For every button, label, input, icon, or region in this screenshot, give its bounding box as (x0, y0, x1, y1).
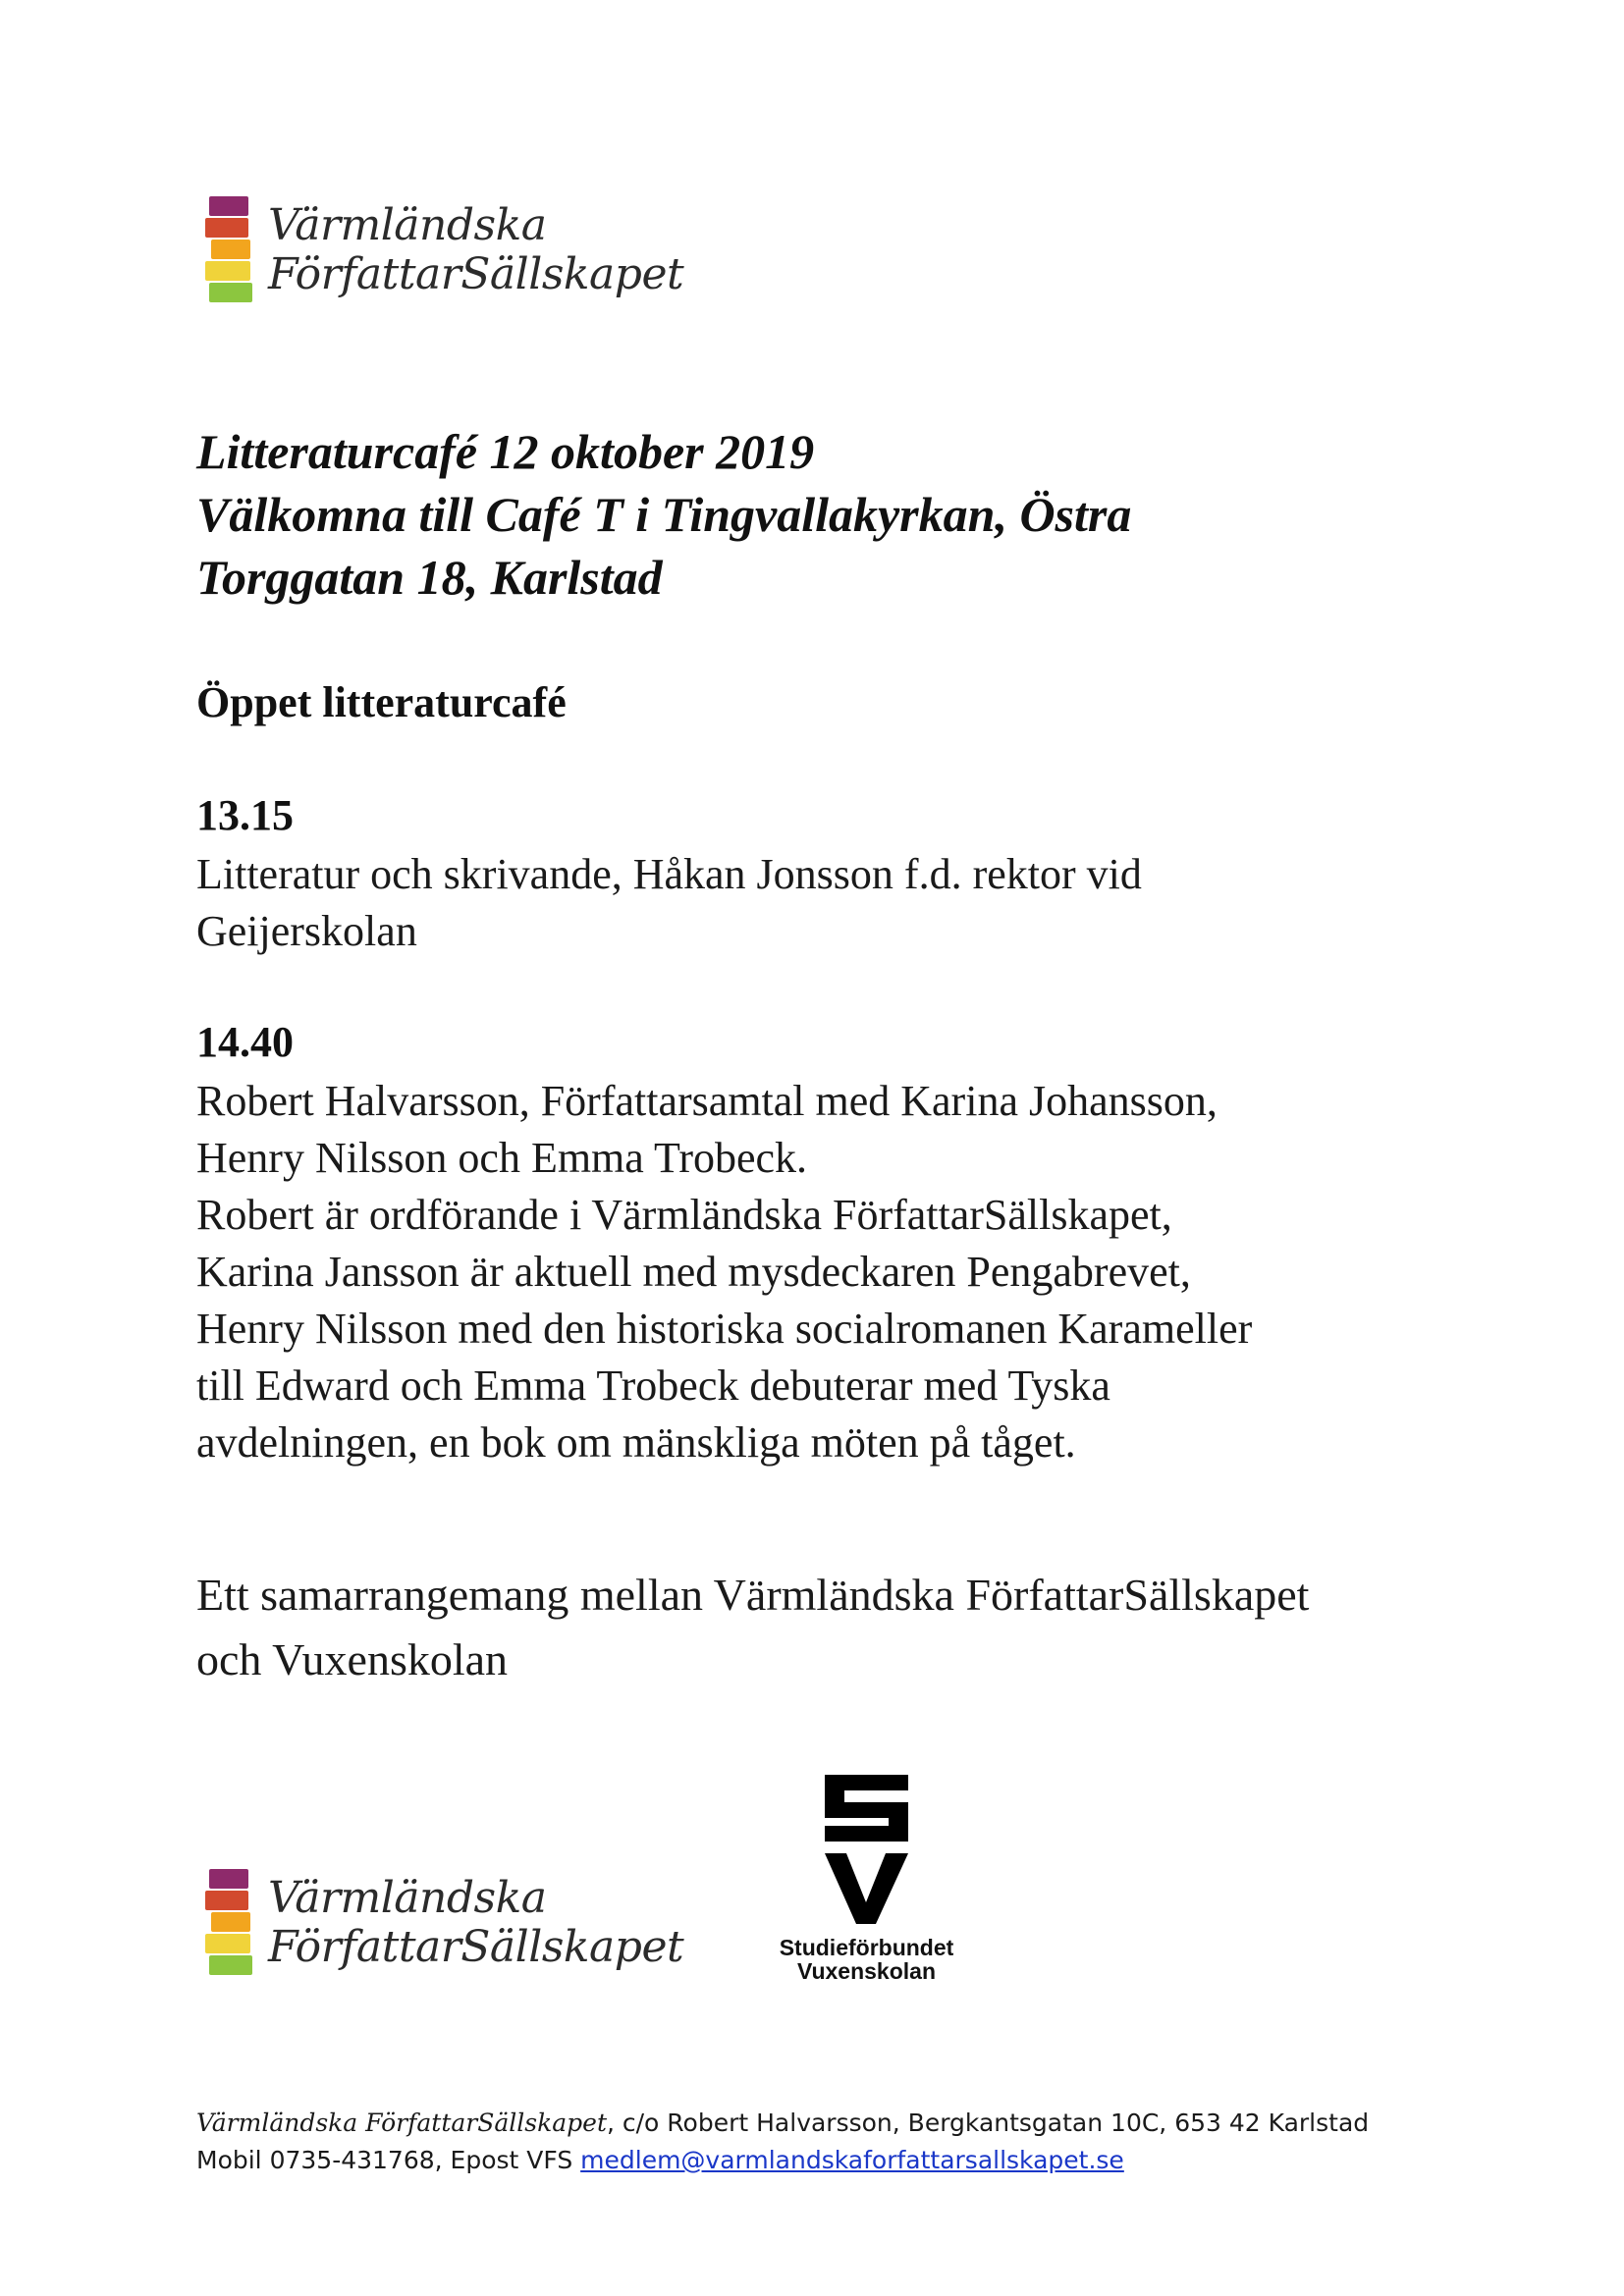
schedule-time: 13.15 (196, 791, 294, 839)
footer-contact: Mobil 0735-431768, Epost VFS (196, 2146, 581, 2174)
sv-caption-line-2: Vuxenskolan (796, 1958, 937, 1984)
vfs-logo-bottom (201, 1865, 684, 1983)
description-line: Geijerskolan (196, 907, 417, 955)
vfs-logo-top (201, 192, 684, 310)
sv-emblem-icon (815, 1767, 918, 1929)
subheading: Öppet litteraturcafé (196, 678, 567, 726)
logo-line-1: Värmländska (268, 200, 547, 250)
schedule-time: 14.40 (196, 1018, 294, 1066)
description-line: Litteratur och skrivande, Håkan Jonsson f.d. rektor vid (196, 850, 1142, 898)
description-line: avdelningen, en bok om mänskliga möten på tåget. (196, 1418, 1076, 1467)
description-line: Henry Nilsson med den historiska socialromanen Karameller (196, 1305, 1253, 1353)
closing-line: Ett samarrangemang mellan Värmländska FörfattarSällskapet (196, 1570, 1310, 1620)
logo-line-2: FörfattarSällskapet (268, 1922, 684, 1972)
sv-caption-line-1: Studieförbundet (779, 1935, 954, 1960)
heading-line: Torggatan 18, Karlstad (196, 550, 663, 605)
email-link[interactable]: medlem@varmlandskaforfattarsallskapet.se (580, 2146, 1124, 2174)
description-line: Robert är ordförande i Värmländska FörfattarSällskapet, (196, 1191, 1172, 1239)
description-line: Karina Jansson är aktuell med mysdeckaren Pengabrevet, (196, 1248, 1191, 1296)
closing-text (196, 1563, 1309, 1692)
description-line: Henry Nilsson och Emma Trobeck. (196, 1134, 808, 1182)
footer-address-line (196, 2105, 1369, 2142)
heading-line: Litteraturcafé 12 oktober 2019 (196, 424, 815, 479)
book-stack-icon (201, 1865, 260, 1983)
closing-line: och Vuxenskolan (196, 1634, 509, 1684)
footer-org: Värmländska FörfattarSällskapet (196, 2109, 607, 2137)
logo-line-1: Värmländska (268, 1873, 547, 1923)
footer-contact-line (196, 2142, 1369, 2179)
schedule-description (196, 846, 1142, 960)
heading-line: Välkomna till Café T i Tingvallakyrkan, Östra (196, 487, 1132, 542)
event-heading (196, 420, 1131, 609)
schedule-description (196, 1073, 1252, 1471)
description-line: till Edward och Emma Trobeck debuterar med Tyska (196, 1362, 1110, 1410)
footer-address: , c/o Robert Halvarsson, Bergkantsgatan 10C, 653 42 Karlstad (607, 2109, 1370, 2137)
footer (196, 2105, 1369, 2179)
book-stack-icon (201, 192, 260, 310)
description-line: Robert Halvarsson, Författarsamtal med Karina Johansson, (196, 1077, 1218, 1125)
logo-line-2: FörfattarSällskapet (268, 249, 684, 299)
sv-logo (756, 1767, 977, 2002)
